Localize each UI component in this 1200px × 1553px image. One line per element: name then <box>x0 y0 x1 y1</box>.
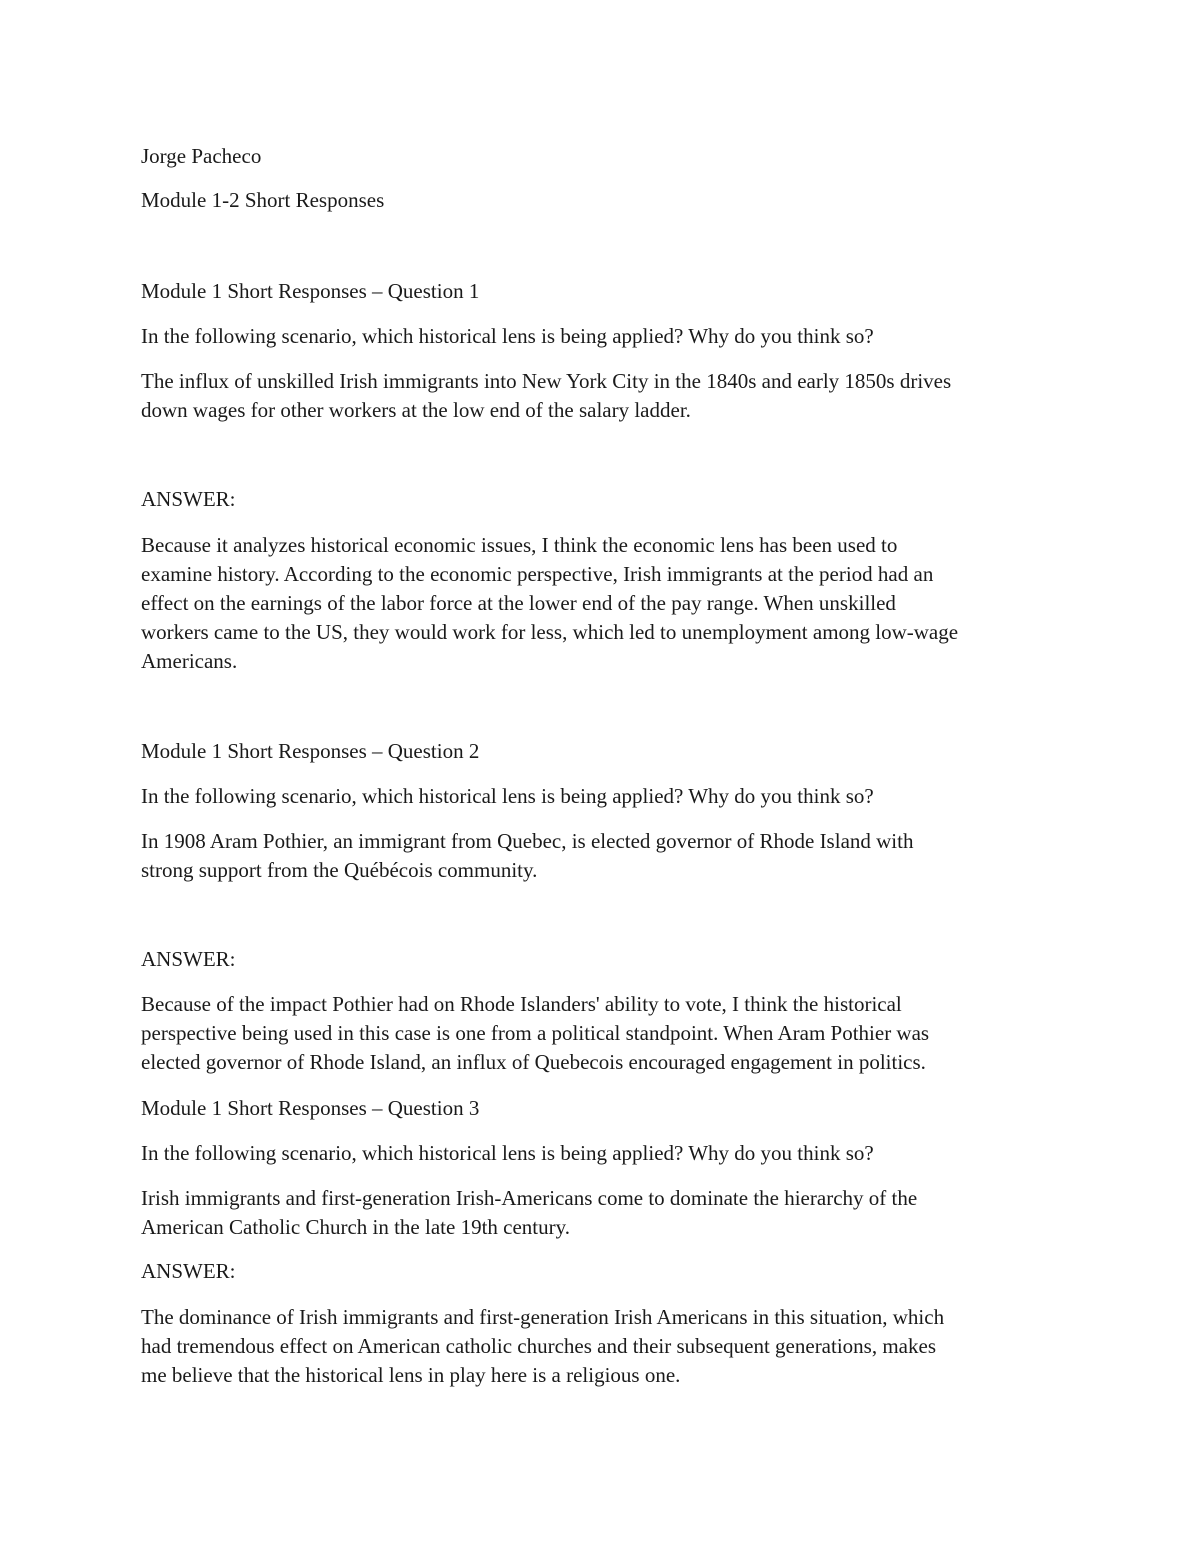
question-3-answer-line: had tremendous effect on American catholic churches and their subsequent generations, makes <box>141 1334 936 1358</box>
question-1-scenario-line: down wages for other workers at the low end of the salary ladder. <box>141 398 691 422</box>
question-1-answer-line: Americans. <box>141 649 238 673</box>
question-2-answer-label: ANSWER: <box>141 947 236 971</box>
question-1-answer-line: workers came to the US, they would work for less, which led to unemployment among low-wage <box>141 620 959 644</box>
question-3-scenario-line: Irish immigrants and first-generation Irish-Americans come to dominate the hierarchy of the <box>141 1186 918 1210</box>
question-1-answer-line: Because it analyzes historical economic issues, I think the economic lens has been used to <box>141 533 898 557</box>
document-title: Module 1-2 Short Responses <box>141 188 385 212</box>
question-2-answer-line: Because of the impact Pothier had on Rhode Islanders' ability to vote, I think the historical <box>141 992 902 1016</box>
question-2-scenario-line: In 1908 Aram Pothier, an immigrant from Quebec, is elected governor of Rhode Island with <box>141 829 914 853</box>
question-1-answer-line: examine history. According to the economic perspective, Irish immigrants at the period had an <box>141 562 934 586</box>
question-1-heading: Module 1 Short Responses – Question 1 <box>141 279 480 303</box>
question-2-prompt: In the following scenario, which historical lens is being applied? Why do you think so? <box>141 784 874 808</box>
question-2-answer-line: perspective being used in this case is one from a political standpoint. When Aram Pothier was <box>141 1021 930 1045</box>
question-3-answer-label: ANSWER: <box>141 1259 236 1283</box>
question-2-scenario-line: strong support from the Québécois community. <box>141 858 538 882</box>
question-3-heading: Module 1 Short Responses – Question 3 <box>141 1096 480 1120</box>
question-3-answer-line: The dominance of Irish immigrants and first-generation Irish Americans in this situation, which <box>141 1305 945 1329</box>
question-2-heading: Module 1 Short Responses – Question 2 <box>141 739 480 763</box>
question-3-scenario-line: American Catholic Church in the late 19th century. <box>141 1215 571 1239</box>
question-2-answer-line: elected governor of Rhode Island, an influx of Quebecois encouraged engagement in politics. <box>141 1050 926 1074</box>
author-name: Jorge Pacheco <box>141 144 262 168</box>
question-1-answer-label: ANSWER: <box>141 487 236 511</box>
question-3-prompt: In the following scenario, which historical lens is being applied? Why do you think so? <box>141 1141 874 1165</box>
question-1-answer-line: effect on the earnings of the labor force at the lower end of the pay range. When unskilled <box>141 591 896 615</box>
question-3-answer-line: me believe that the historical lens in play here is a religious one. <box>141 1363 681 1387</box>
question-1-prompt: In the following scenario, which historical lens is being applied? Why do you think so? <box>141 324 874 348</box>
question-1-scenario-line: The influx of unskilled Irish immigrants into New York City in the 1840s and early 1850s drives <box>141 369 952 393</box>
